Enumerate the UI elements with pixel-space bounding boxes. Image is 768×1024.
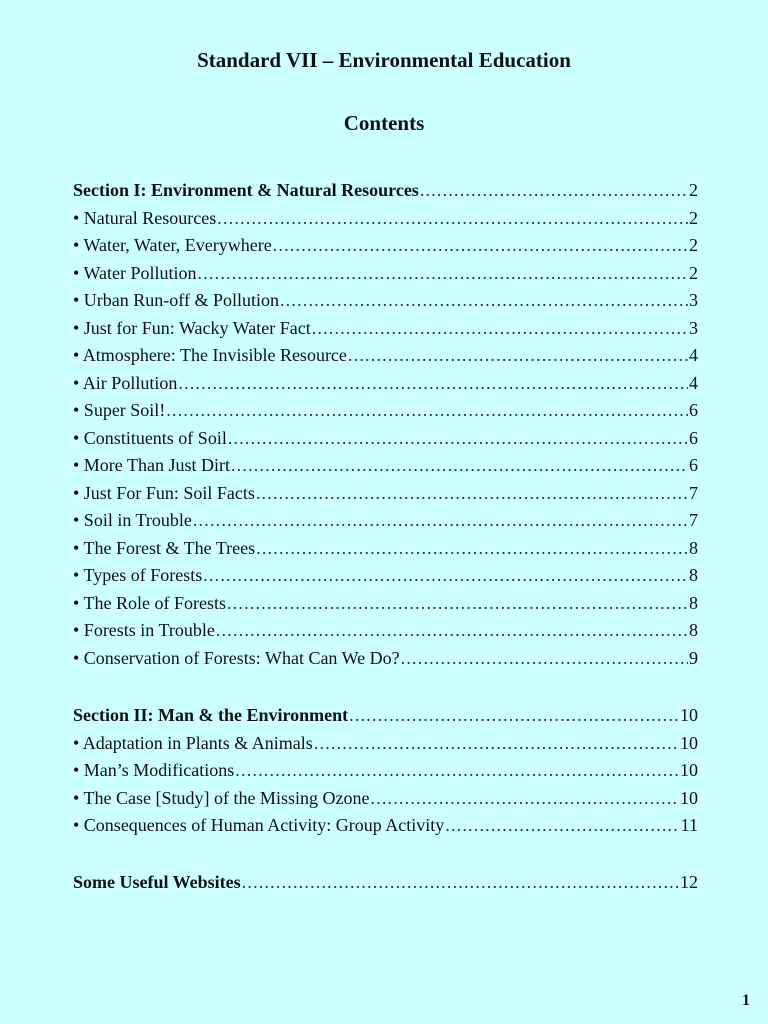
entry-title: • Just For Fun: Soil Facts xyxy=(73,482,255,503)
dot-leader xyxy=(193,510,688,531)
entry-page-number: 8 xyxy=(689,620,698,640)
dot-leader xyxy=(420,180,688,201)
entry-page-number: 6 xyxy=(689,427,698,448)
toc-entry[interactable] xyxy=(73,538,698,566)
entry-title: • Atmosphere: The Invisible Resource xyxy=(73,345,347,365)
dot-leader xyxy=(231,455,688,476)
entry-page-number: 6 xyxy=(689,455,698,475)
toc-entry[interactable] xyxy=(73,788,698,816)
entry-page-number: 2 xyxy=(689,207,698,228)
dot-leader xyxy=(166,400,688,421)
entry-page-number: 8 xyxy=(689,537,698,558)
entry-title: • Soil in Trouble xyxy=(73,510,192,530)
toc-section-heading[interactable] xyxy=(73,872,698,900)
toc-entry[interactable] xyxy=(73,733,698,761)
dot-leader xyxy=(217,208,688,229)
entry-page-number: 9 xyxy=(689,647,698,668)
dot-leader xyxy=(349,705,679,726)
toc-entry[interactable] xyxy=(73,455,698,483)
page-number: 1 xyxy=(742,992,750,1009)
entry-page-number: 3 xyxy=(689,317,698,338)
entry-title: • The Case [Study] of the Missing Ozone xyxy=(73,787,370,808)
toc-entry[interactable] xyxy=(73,290,698,318)
toc-entry[interactable] xyxy=(73,235,698,263)
dot-leader xyxy=(178,373,688,394)
entry-page-number: 8 xyxy=(689,565,698,585)
entry-page-number: 3 xyxy=(689,290,698,310)
entry-title: • Consequences of Human Activity: Group Activity xyxy=(73,815,445,835)
dot-leader xyxy=(203,565,688,586)
toc-entry[interactable] xyxy=(73,208,698,236)
dot-leader xyxy=(370,788,679,809)
dot-leader xyxy=(228,428,688,449)
dot-leader xyxy=(312,318,688,339)
dot-leader xyxy=(256,538,688,559)
entry-page-number: 2 xyxy=(689,262,698,283)
entry-page-number: 7 xyxy=(689,482,698,503)
toc-entry[interactable] xyxy=(73,593,698,621)
toc-entry[interactable] xyxy=(73,345,698,373)
dot-leader xyxy=(445,815,679,836)
toc-entry[interactable] xyxy=(73,400,698,428)
dot-leader xyxy=(198,263,688,284)
toc-entry[interactable] xyxy=(73,648,698,676)
toc-entry[interactable] xyxy=(73,760,698,788)
entry-page-number: 2 xyxy=(689,235,698,255)
dot-leader xyxy=(348,345,688,366)
toc-section-heading[interactable] xyxy=(73,705,698,733)
document-title: Standard VII – Environmental Education xyxy=(197,48,571,72)
entry-page-number: 10 xyxy=(680,787,698,808)
section-page-number: 12 xyxy=(680,872,698,892)
dot-leader xyxy=(242,872,679,893)
entry-page-number: 4 xyxy=(689,345,698,365)
entry-title: • Just for Fun: Wacky Water Fact xyxy=(73,317,311,338)
entry-title: • Water, Water, Everywhere xyxy=(73,235,272,255)
entry-page-number: 11 xyxy=(680,815,698,835)
entry-title: • Forests in Trouble xyxy=(73,620,215,640)
section-page-number: 10 xyxy=(680,705,698,725)
entry-title: • Water Pollution xyxy=(73,262,197,283)
entry-title: • Super Soil! xyxy=(73,400,166,420)
dot-leader xyxy=(401,648,688,669)
toc-entry[interactable] xyxy=(73,815,698,843)
dot-leader xyxy=(256,483,688,504)
entry-page-number: 10 xyxy=(680,732,698,753)
entry-title: • Urban Run-off & Pollution xyxy=(73,290,279,310)
entry-title: • The Role of Forests xyxy=(73,592,226,613)
section-page-number: 2 xyxy=(689,180,698,200)
entry-title: • Constituents of Soil xyxy=(73,427,227,448)
toc-entry[interactable] xyxy=(73,318,698,346)
entry-title: • Air Pollution xyxy=(73,372,178,393)
entry-title: • More Than Just Dirt xyxy=(73,455,230,475)
toc-entry[interactable] xyxy=(73,263,698,291)
dot-leader xyxy=(273,235,688,256)
entry-title: • Types of Forests xyxy=(73,565,203,585)
entry-page-number: 8 xyxy=(689,592,698,613)
toc-entry[interactable] xyxy=(73,483,698,511)
entry-title: • Conservation of Forests: What Can We Do? xyxy=(73,647,400,668)
toc-entry[interactable] xyxy=(73,373,698,401)
dot-leader xyxy=(314,733,679,754)
entry-page-number: 4 xyxy=(689,372,698,393)
section-title: Some Useful Websites xyxy=(73,872,241,892)
section-title: Section I: Environment & Natural Resources xyxy=(73,180,419,200)
dot-leader xyxy=(216,620,688,641)
toc-entry[interactable] xyxy=(73,510,698,538)
entry-page-number: 7 xyxy=(689,510,698,530)
dot-leader xyxy=(235,760,679,781)
entry-title: • Natural Resources xyxy=(73,207,217,228)
contents-heading: Contents xyxy=(343,111,425,135)
toc-entry[interactable] xyxy=(73,620,698,648)
dot-leader xyxy=(227,593,688,614)
entry-page-number: 6 xyxy=(689,400,698,420)
toc-entry[interactable] xyxy=(73,428,698,456)
entry-title: • Man’s Modifications xyxy=(73,760,235,780)
entry-title: • Adaptation in Plants & Animals xyxy=(73,732,313,753)
entry-title: • The Forest & The Trees xyxy=(73,537,256,558)
section-title: Section II: Man & the Environment xyxy=(73,705,349,725)
toc-section-3 xyxy=(73,872,698,900)
toc-section-2 xyxy=(73,705,698,843)
dot-leader xyxy=(280,290,688,311)
entry-page-number: 10 xyxy=(680,760,698,780)
toc-entry[interactable] xyxy=(73,565,698,593)
toc-section-1 xyxy=(73,180,698,675)
toc-section-heading[interactable] xyxy=(73,180,698,208)
